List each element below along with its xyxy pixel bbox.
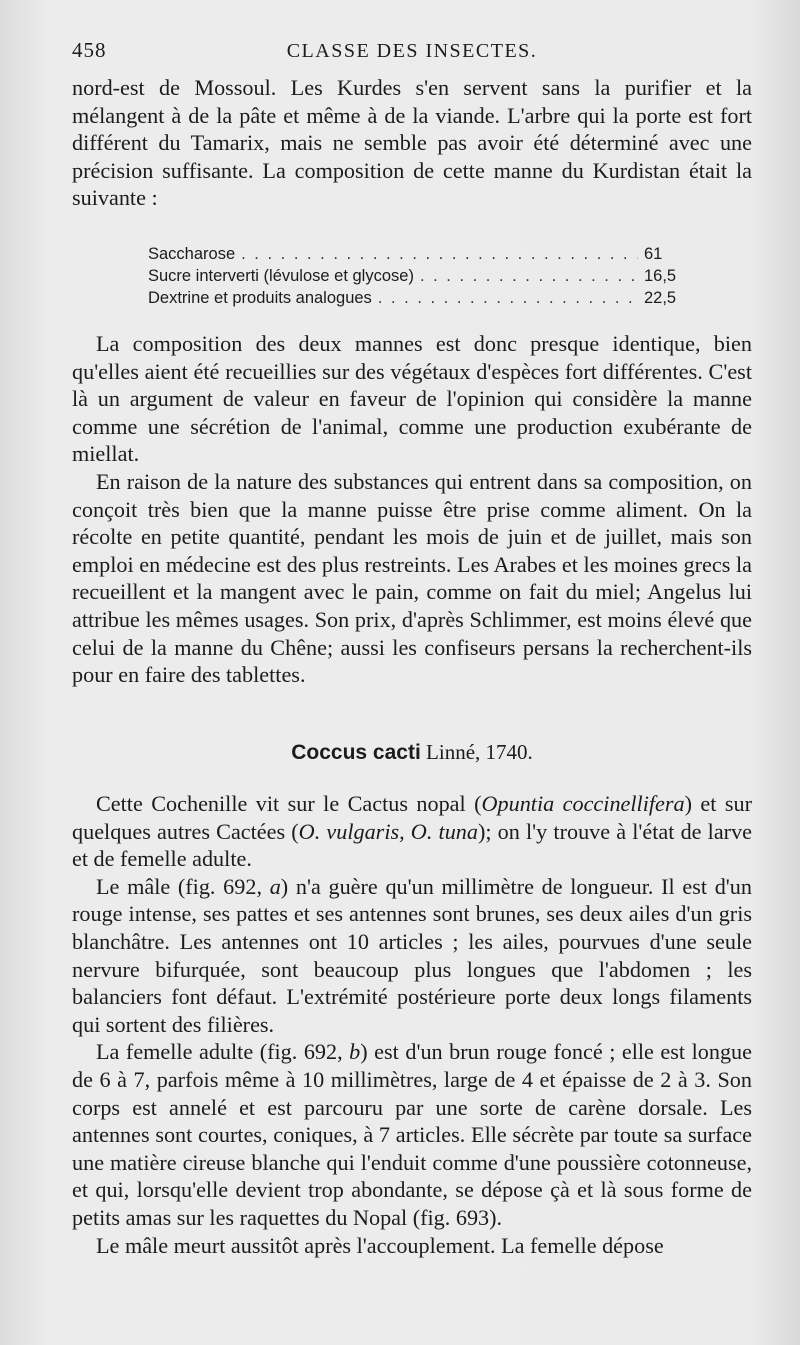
discussion-text — [72, 330, 752, 689]
italic-run: a — [269, 873, 281, 899]
paragraph — [72, 873, 752, 1039]
row-value: 16,5 — [644, 267, 677, 285]
italic-run: b — [349, 1039, 361, 1065]
species-name: Coccus cacti — [291, 741, 421, 764]
row-label: Saccharose — [148, 245, 236, 263]
page-header — [72, 38, 752, 72]
text-run: ) est d'un brun rouge foncé ; elle est longue de 6 à 7, parfois même à 10 millimètres, large de 4 et épaisse de 2 à 3. Son corps est annelé et est parcouru par une sorte de carène dorsale. Les antennes sont courtes, coniques, à 7 articles. Elle sécrète par toute sa surface une matière cireuse blanche qui l'enduit comme d'une poussière cotonneuse, et qui, lorsqu'elle devient trop abondante, se dépose çà et là sous forme de petits amas sur les raquettes du Nopal (fig. 693). — [72, 1039, 752, 1230]
coccus-text — [72, 790, 752, 1259]
row-value: 61 — [644, 245, 663, 263]
paragraph: En raison de la nature des substances qui entrent dans sa composition, on conçoit très bien que la manne puisse être prise comme aliment. On la récolte en petite quantité, pendant les mois de juin et de juillet, mais son emploi en médecine est des plus restreints. Les Arabes et les moines grecs la recueillent et la mangent avec le pain, comme on fait du miel; Angelus lui attribue les mêmes usages. Son prix, d'après Schlimmer, est moins élevé que celui de la manne du Chêne; aussi les confiseurs persans la recherchent-ils pour en faire des tablettes. — [72, 468, 752, 688]
paragraph: Le mâle meurt aussitôt après l'accouplement. La femelle dépose — [96, 1232, 664, 1258]
paragraph — [72, 790, 752, 873]
text-run: Cette Cochenille vit sur le Cactus nopal ( — [96, 791, 482, 816]
species-authority: Linné, 1740. — [426, 740, 533, 764]
table-row — [148, 265, 688, 287]
section-heading — [72, 740, 752, 765]
text-run: Le mâle (fig. 692, — [96, 873, 270, 899]
table-row — [148, 243, 688, 265]
page-number: 458 — [72, 38, 107, 62]
row-label: Dextrine et produits analogues — [148, 289, 372, 307]
intro-paragraph: nord-est de Mossoul. Les Kurdes s'en servent sans la purifier et la mélangent à de la pâte et même à de la viande. L'arbre qui la porte est fort différent du Tamarix, mais ne semble pas avoir été déterminé avec une précision suffisante. La composition de cette manne du Kurdistan était la suivante : — [72, 75, 752, 211]
row-label: Sucre interverti (lévulose et glycose) — [148, 267, 414, 285]
table-row — [148, 287, 688, 309]
text-run: ); on l'y trouve à l'état de larve et de femelle adulte. — [72, 818, 753, 872]
text-run: La femelle adulte (fig. 692, — [96, 1039, 350, 1065]
text-run: ) n'a guère qu'un millimètre de longueur. Il est d'un rouge intense, ses pattes et ses antennes sont brunes, ses deux ailes d'un gris blanchâtre. Les antennes ont 10 articles ; les ailes, pourvues d'une seule nervure bifurquée, sont beaucoup plus longues que l'abdomen ; les balanciers font défaut. L'extrémité postérieure porte deux longs filaments qui sortent des filières. — [72, 873, 752, 1037]
dot-leader — [420, 265, 638, 287]
intro-text — [72, 74, 752, 212]
italic-run: O. vulgaris, O. tuna — [298, 818, 478, 844]
dot-leader — [241, 243, 638, 265]
paragraph — [72, 1038, 752, 1231]
dot-leader — [378, 287, 638, 309]
text-run: ) et sur quelques autres Cactées ( — [72, 791, 752, 844]
row-value: 22,5 — [644, 289, 677, 307]
paragraph: La composition des deux mannes est donc presque identique, bien qu'elles aient été recueillies sur des végétaux d'espèces fort différentes. C'est là un argument de valeur en faveur de l'opinion qui considère la manne comme une sécrétion de l'animal, comme une production exubérante de miellat. — [72, 331, 752, 467]
italic-run: Opuntia coccinellifera — [481, 791, 685, 816]
composition-table — [148, 243, 688, 309]
running-title: CLASSE DES INSECTES. — [286, 40, 538, 62]
